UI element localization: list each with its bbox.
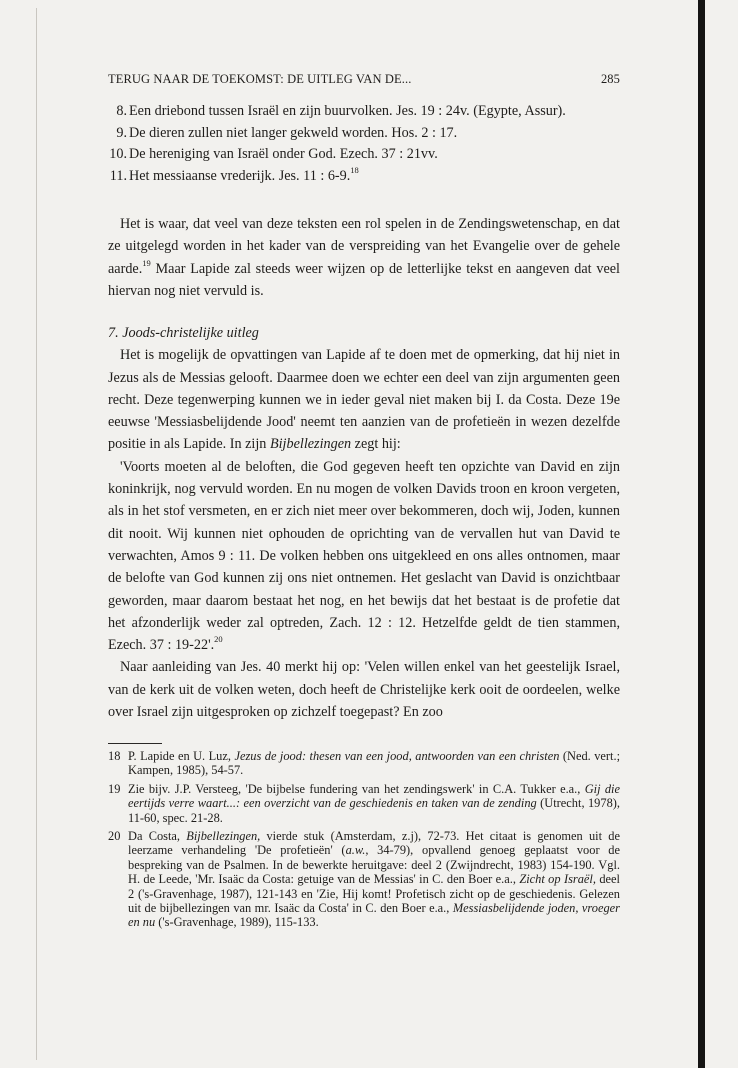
footnote-text-part: (Ned. vert.; Kampen, 1985), 54-57.: [128, 749, 621, 778]
footnote-text: [128, 749, 620, 778]
page-number: 285: [600, 72, 620, 86]
body-paragraph: [108, 656, 620, 723]
footnote-text: [128, 829, 620, 930]
running-head: [108, 72, 620, 90]
body-paragraph: [108, 213, 620, 302]
paragraph-text: zegt hij:: [351, 436, 401, 453]
body-paragraph: [108, 344, 620, 455]
footnote-ref-18[interactable]: 18: [350, 164, 359, 175]
list-item: [108, 123, 620, 145]
footnote-18: [108, 749, 620, 778]
footnote-text-part: Da Costa,: [128, 829, 187, 844]
scan-edge-left: [36, 8, 37, 1060]
block-quote: [108, 456, 620, 657]
footnote-text-part: P. Lapide en U. Luz,: [128, 749, 235, 763]
list-item: [108, 101, 620, 123]
footnote-19: [108, 782, 620, 825]
paragraph-text: Het is waar, dat veel van deze teksten een rol spelen in de Zendingswetenschap, en dat ze uitgelegd worden in het kader van de verspreiding van het Evangelie over de gehele aarde.: [108, 216, 620, 277]
footnote-title-italic: Bijbellezingen,: [186, 829, 261, 844]
list-item-number: 10.: [109, 146, 127, 162]
paragraph-text: Naar aanleiding van Jes. 40 merkt hij op: 'Velen willen enkel van het geestelijk Israel, van de kerk uit de volken weten, doch heeft de Christelijke kerk ooit de oordeelen, welke over Israel zijn uitgesproken op zichzelf toegepast? En zoo: [108, 659, 620, 721]
footnote-text-part: deel 2 ('s-Gravenhage, 1987), 121-143 en 'Zie, Hij komt! Profetisch zicht op de geschiedenis. Gelezen uit de bijbellezingen van mr. Isaäc da Costa' in C. den Boer e.a.,: [128, 872, 620, 916]
paragraph-zendingswetenschap: [108, 213, 620, 302]
footnote-title-italic: a.w.: [345, 843, 366, 858]
footnote-number: 20: [108, 829, 121, 844]
footnote-text-part: Zie bijv. J.P. Versteeg, 'De bijbelse fundering van het zendingswerk' in C.A. Tukker e.a.,: [128, 781, 585, 796]
footnote-rule: [108, 743, 162, 744]
quote-text: 'Voorts moeten al de beloften, die God gegeven heeft ten opzichte van David en zijn koninkrijk, nog vervuld worden. En nu mogen de volken Davids troon en kroon vergeten, als in het stof versmeten, en er zich niet meer over bekommeren, doch wij, Joden, kunnen dit nooit. Wij kunnen niet ophouden de oprichting van de vervallen hut van David te verwachten, Amos 9 : 11. De volken hebben ons uitgekleed en ons alles ontnomen, maar de belofte van God kunnen zij ons niet ontnemen. Het geslacht van David is onzichtbaar geworden, maar daarom bestaat het nog, en het bewijs dat het bestaat is de profetie dat het afzonderlijk weder zal optreden, Zach. 12 : 12. Hetzelfde geldt de tien stammen, Ezech. 37 : 19-22'.: [108, 458, 620, 654]
list-item-number: 9.: [116, 124, 127, 141]
running-head-title: TERUG NAAR DE TOEKOMST: DE UITLEG VAN DE...: [108, 72, 412, 86]
list-item-text: De dieren zullen niet langer gekweld worden. Hos. 2 : 17.: [129, 124, 458, 141]
footnote-text-part: , 34-79), opvallend genoeg geplaatst voor de bespreking van de Psalmen. In de bewerkte heruitgave: deel 2 (Zwijndrecht, 1983) 154-190. Vgl. H. de Leede, 'Mr. Isaäc da Costa: getuige van de Messias' in C. den Boer e.a.,: [128, 843, 620, 887]
section-heading: 7. Joods-christelijke uitleg: [108, 325, 259, 341]
footnote-text-part: (Utrecht, 1978), 11-60, spec. 21-28.: [128, 796, 620, 825]
list-item-text: Het messiaanse vrederijk. Jes. 11 : 6-9.: [129, 167, 351, 184]
list-item: [108, 144, 620, 166]
book-title-italic: Bijbellezingen: [269, 436, 352, 453]
list-item-number: 8.: [116, 103, 127, 119]
footnote-title-italic: Gij die eertijds verre waart...: een overzicht van de geschiedenis en taken van de zending: [128, 781, 620, 811]
scan-edge-right: [698, 0, 705, 1068]
footnote-text-part: vierde stuk (Amsterdam, z.j), 72-73. Het citaat is genomen uit de leerzame verhandeling 'De profetieën' (: [128, 829, 620, 858]
footnote-ref-20[interactable]: 20: [214, 634, 223, 645]
footnote-ref-19[interactable]: 19: [142, 257, 151, 268]
paragraph-text: Het is mogelijk de opvattingen van Lapide af te doen met de opmerking, dat hij niet in Jezus als de Messias gelooft. Daarmee doen we echter een deel van zijn argumenten geen recht. Deze tegenwerping kunnen we in ieder geval niet maken bij I. da Costa. Deze 19e eeuwse 'Messiasbelijdende Jood' neemt ten aanzien van de profetieën in wezen dezelfde positie in als Lapide. In zijn: [108, 347, 620, 453]
numbered-list: [108, 101, 620, 187]
footnote-number: 19: [108, 781, 121, 796]
book-page: [108, 0, 620, 1068]
footnote-text: [128, 782, 620, 825]
footnote-text-part: ('s-Gravenhage, 1989), 115-133.: [155, 915, 319, 930]
footnote-title-italic: Jezus de jood: thesen van een jood, antwoorden van een christen: [234, 749, 560, 763]
list-item-text: Een driebond tussen Israël en zijn buurvolken. Jes. 19 : 24v. (Egypte, Assur).: [129, 103, 566, 119]
list-item-text: De hereniging van Israël onder God. Ezech. 37 : 21vv.: [129, 146, 438, 162]
section-joods-christelijke-uitleg: [108, 322, 620, 723]
list-item-number: 11.: [109, 167, 127, 184]
footnote-20: [108, 829, 620, 930]
footnote-number: 18: [108, 749, 121, 763]
paragraph-text: Maar Lapide zal steeds weer wijzen op de letterlijke tekst en aangeven dat veel hiervan nog niet vervuld is.: [108, 260, 620, 299]
list-item: [108, 166, 620, 188]
footnote-title-italic: Zicht op Israël,: [519, 872, 596, 887]
footnotes: [108, 749, 620, 934]
footnote-title-italic: Messiasbelijdende joden, vroeger en nu: [128, 901, 620, 930]
